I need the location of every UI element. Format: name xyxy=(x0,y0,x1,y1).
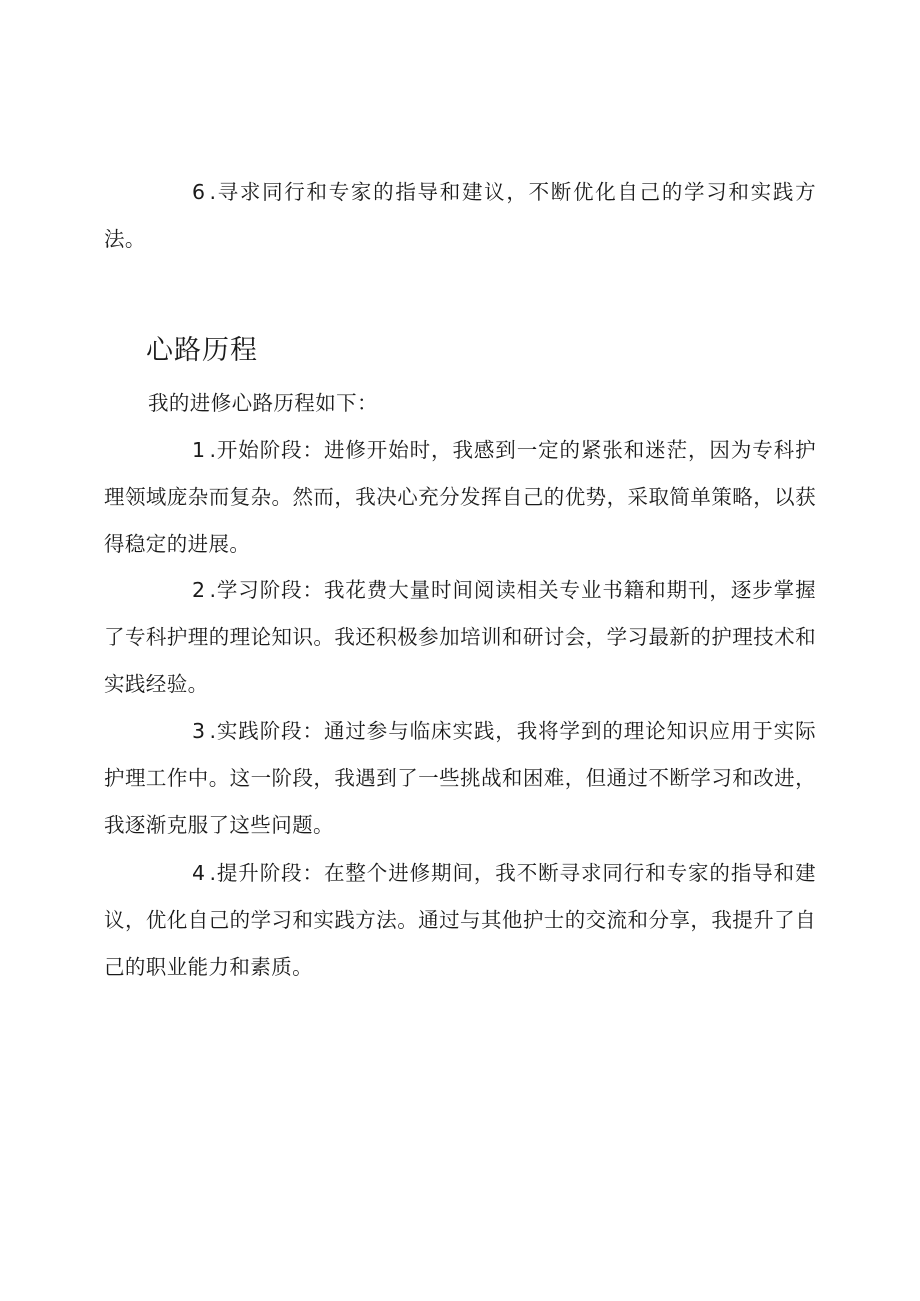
list-item-step-3 xyxy=(104,708,816,849)
list-item-number: 2 xyxy=(192,578,206,602)
list-item-text: .学习阶段：我花费大量时间阅读相关专业书籍和期刊，逐步掌握了专科护理的理论知识。我还积极参加培训和研讨会，学习最新的护理技术和实践经验。 xyxy=(104,578,816,696)
list-item-text: .开始阶段：进修开始时，我感到一定的紧张和迷茫，因为专科护理领域庞杂而复杂。然而，我决心充分发挥自己的优势，采取简单策略，以获得稳定的进展。 xyxy=(104,438,816,556)
list-item-text: .提升阶段：在整个进修期间，我不断寻求同行和专家的指导和建议，优化自己的学习和实践方法。通过与其他护士的交流和分享，我提升了自己的职业能力和素质。 xyxy=(104,861,816,979)
list-item-step-2 xyxy=(104,567,816,708)
list-item-step-1 xyxy=(104,427,816,568)
section-heading: 心路历程 xyxy=(146,335,258,366)
list-item-number: 6 xyxy=(192,180,206,204)
intro-paragraph: 我的进修心路历程如下： xyxy=(148,391,378,415)
list-item-6 xyxy=(104,169,816,263)
list-item-text: .实践阶段：通过参与临床实践，我将学到的理论知识应用于实际护理工作中。这一阶段，我遇到了一些挑战和困难，但通过不断学习和改进，我逐渐克服了这些问题。 xyxy=(104,719,816,837)
list-item-number: 3 xyxy=(192,719,206,743)
list-item-text: .寻求同行和专家的指导和建议，不断优化自己的学习和实践方法。 xyxy=(104,180,816,251)
list-item-number: 4 xyxy=(192,861,206,885)
list-item-number: 1 xyxy=(192,438,206,462)
list-item-step-4 xyxy=(104,850,816,991)
